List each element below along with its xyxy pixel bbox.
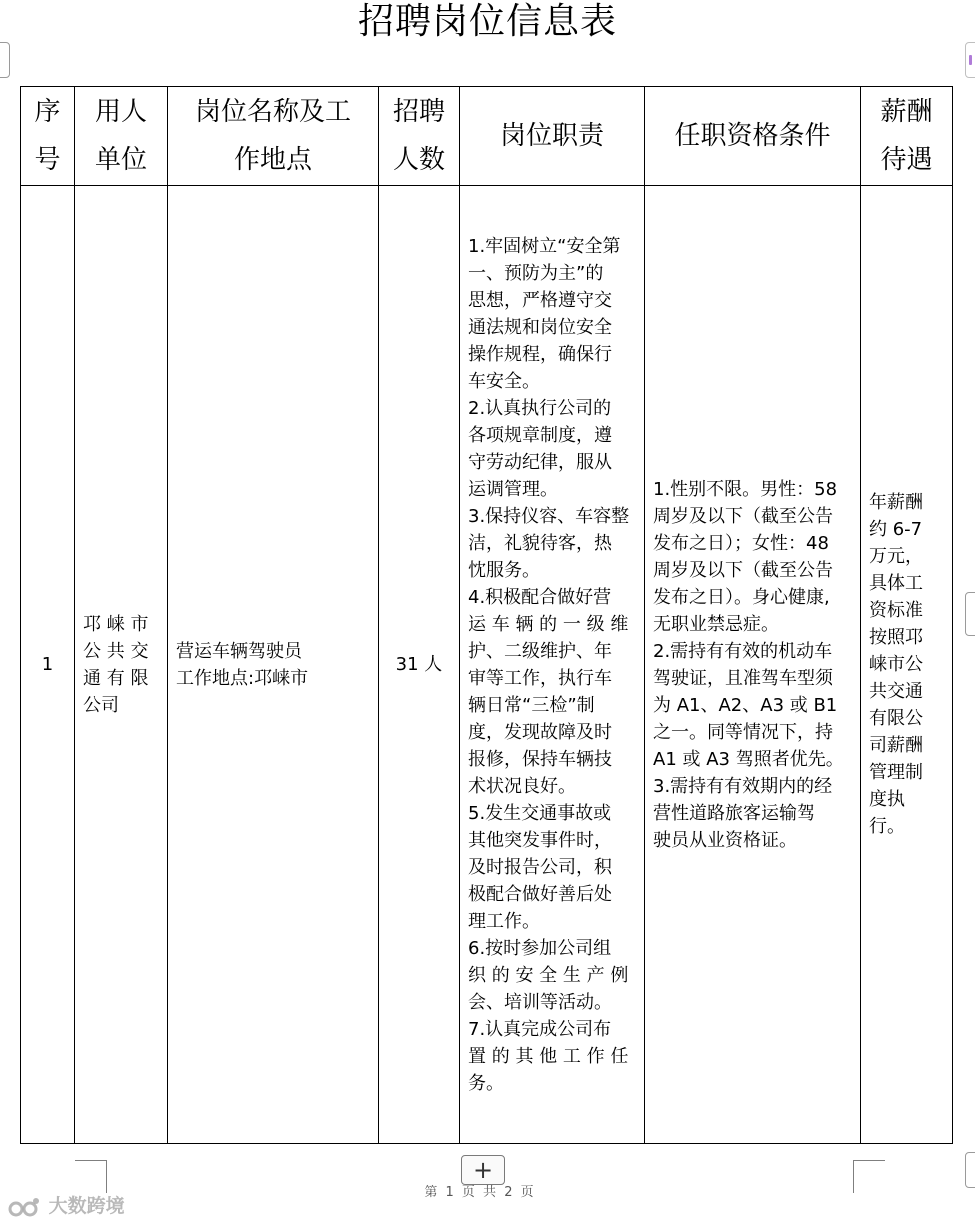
qualification-line: 为 A1、A2、A3 或 B1	[653, 694, 838, 716]
cell-qualifications	[645, 186, 861, 1144]
duties-line: 度，发现故障及时	[468, 721, 612, 743]
header-qualifications-line: 任职资格条件	[674, 121, 831, 151]
qualification-line: 驶员从业资格证。	[653, 829, 797, 851]
salary-line: 资标准	[869, 600, 923, 621]
cell-employer	[75, 186, 168, 1144]
duties-line: 6.按时参加公司组	[468, 937, 612, 959]
duties-line: 运调管理。	[468, 478, 558, 500]
employer-line: 公 共 交	[83, 640, 149, 662]
employer-line: 邛 崃 市	[83, 613, 149, 635]
qualification-line: 周岁及以下（截至公告	[653, 505, 833, 527]
employer-line: 公司	[83, 694, 119, 716]
salary-line: 崃市公	[869, 654, 923, 675]
qualification-line: 3.需持有有效期内的经	[653, 775, 833, 797]
qualification-line: 营性道路旅客运输驾	[653, 802, 815, 824]
header-salary-line: 薪酬	[880, 97, 933, 127]
qualification-line: 驾驶证，且准驾车型须	[653, 667, 833, 689]
duties-line: 7.认真完成公司布	[468, 1018, 612, 1040]
duties-line: 审等工作，执行车	[468, 667, 612, 689]
watermark-text: 大数跨境	[48, 1195, 125, 1217]
cell-position-text	[168, 638, 378, 692]
cell-qualifications-text	[645, 476, 860, 854]
duties-line: 3.保持仪容、车容整	[468, 505, 630, 527]
salary-line: 行。	[869, 816, 905, 837]
salary-line: 年薪酬	[869, 492, 923, 513]
right-side-tab[interactable]	[965, 592, 975, 636]
left-margin-tab[interactable]	[0, 42, 10, 78]
duties-line: 5.发生交通事故或	[468, 802, 612, 824]
salary-line: 管理制	[869, 762, 923, 783]
duties-line: 洁，礼貌待客，热	[468, 532, 612, 554]
duties-line: 操作规程，确保行	[468, 343, 612, 365]
duties-line: 各项规章制度，遵	[468, 424, 612, 446]
header-employer-line: 单位	[94, 145, 147, 175]
header-salary	[861, 87, 953, 186]
header-position	[168, 87, 379, 186]
duties-line: 2.认真执行公司的	[468, 397, 612, 419]
header-duties-line: 岗位职责	[499, 121, 604, 151]
header-index	[21, 87, 75, 186]
header-employer-line: 用人	[94, 97, 147, 127]
qualification-line: 发布之日）；女性：48	[653, 532, 829, 554]
salary-line: 按照邛	[869, 627, 923, 648]
header-index-line: 序	[34, 97, 61, 127]
header-qualifications	[645, 87, 861, 186]
cell-headcount: 31 人	[379, 186, 460, 1144]
cell-duties	[460, 186, 645, 1144]
cell-position	[168, 186, 379, 1144]
duties-line: 报修，保持车辆技	[468, 748, 612, 770]
salary-line: 万元，	[869, 546, 923, 567]
qualification-line: A1 或 A3 驾照者优先。	[653, 748, 844, 770]
position-line: 营运车辆驾驶员	[176, 640, 302, 662]
salary-line: 具体工	[869, 573, 923, 594]
duties-line: 其他突发事件时，	[468, 829, 612, 851]
cell-duties-text	[460, 233, 644, 1097]
table-header-row	[21, 87, 953, 186]
header-headcount-line: 招聘	[392, 97, 445, 127]
header-headcount	[379, 87, 460, 186]
duties-line: 置 的 其 他 工 作 任	[468, 1045, 629, 1067]
salary-line: 有限公	[869, 708, 923, 729]
qualification-line: 1.性别不限。男性：58	[653, 478, 838, 500]
header-employer	[75, 87, 168, 186]
header-duties	[460, 87, 645, 186]
duties-line: 务。	[468, 1072, 504, 1094]
add-page-button[interactable]: +	[461, 1155, 505, 1185]
job-info-table	[20, 86, 953, 1144]
duties-line: 1.牢固树立“安全第	[468, 235, 621, 257]
right-margin-tab[interactable]	[965, 42, 975, 78]
qualification-line: 发布之日）。身心健康,	[653, 586, 830, 608]
duties-line: 辆日常“三检”制	[468, 694, 595, 716]
duties-line: 车安全。	[468, 370, 540, 392]
duties-line: 通法规和岗位安全	[468, 316, 612, 338]
page-indicator: 第 1 页 共 2 页	[424, 1185, 536, 1200]
duties-line: 守劳动纪律，服从	[468, 451, 612, 473]
duties-line: 术状况良好。	[468, 775, 576, 797]
table-row	[21, 186, 953, 1144]
duties-line: 运 车 辆 的 一 级 维	[468, 613, 629, 635]
page-corner-mark-left	[75, 1160, 107, 1193]
position-line: 工作地点:邛崃市	[176, 667, 309, 689]
salary-line: 度执	[869, 789, 905, 810]
duties-line: 织 的 安 全 生 产 例	[468, 964, 629, 986]
duties-line: 忱服务。	[468, 559, 540, 581]
header-headcount-line: 人数	[392, 145, 445, 175]
duties-line: 极配合做好善后处	[468, 883, 612, 905]
duties-line: 4.积极配合做好营	[468, 586, 612, 608]
salary-line: 约 6-7	[869, 519, 923, 540]
duties-line: 理工作。	[468, 910, 540, 932]
watermark-logo-icon	[8, 1196, 42, 1218]
header-position-line: 岗位名称及工	[194, 97, 351, 127]
qualification-line: 周岁及以下（截至公告	[653, 559, 833, 581]
header-position-line: 作地点	[233, 145, 312, 175]
cell-salary	[861, 186, 953, 1144]
salary-line: 司薪酬	[869, 735, 923, 756]
qualification-line: 之一。同等情况下，持	[653, 721, 833, 743]
duties-line: 会、培训等活动。	[468, 991, 612, 1013]
right-bottom-tab[interactable]	[965, 1152, 975, 1188]
header-index-line: 号	[34, 145, 61, 175]
employer-line: 通 有 限	[83, 667, 149, 689]
salary-line: 共交通	[869, 681, 923, 702]
document-title: 招聘岗位信息表	[357, 1, 617, 42]
watermark	[8, 1191, 125, 1221]
qualification-line: 2.需持有有效的机动车	[653, 640, 833, 662]
duties-line: 护、二级维护、年	[468, 640, 612, 662]
duties-line: 及时报告公司，积	[468, 856, 612, 878]
page-corner-mark-right	[853, 1160, 885, 1193]
cell-index: 1	[21, 186, 75, 1144]
cell-salary-text	[861, 489, 952, 840]
qualification-line: 无职业禁忌症。	[653, 613, 779, 635]
duties-line: 思想，严格遵守交	[468, 289, 612, 311]
duties-line: 一、预防为主”的	[468, 262, 604, 284]
header-salary-line: 待遇	[880, 145, 933, 175]
cell-employer-text	[75, 611, 167, 719]
